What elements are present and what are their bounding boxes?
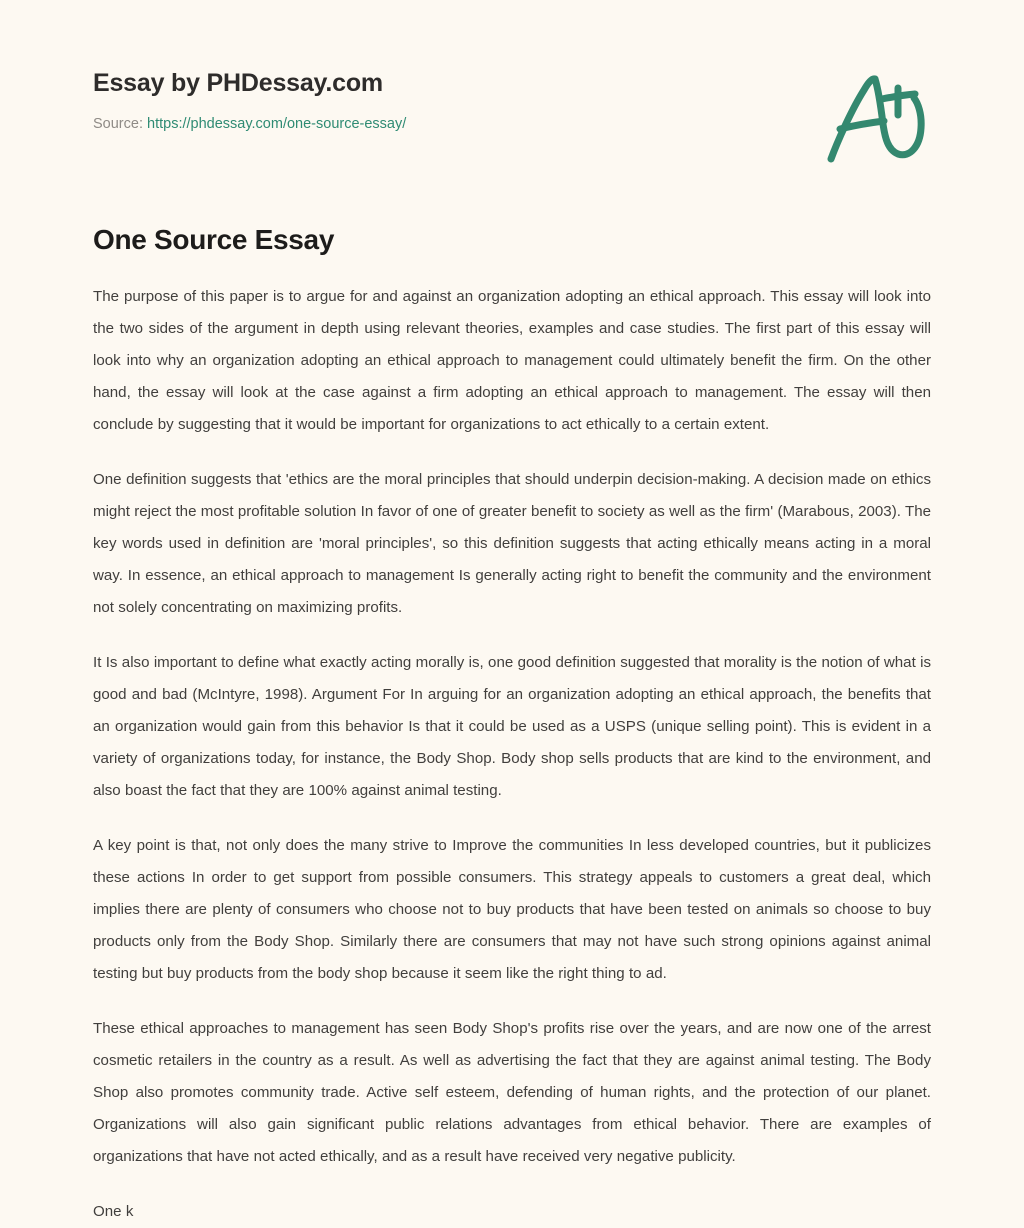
body-paragraph: These ethical approaches to management has seen Body Shop's profits rise over the years, and are now one of the arrest cosmetic retailers in the country as a result. As well as advertising the fact that they are against animal testing. The Body Shop also promotes community trade. Active self esteem, defending of human rights, and the protection of our planet. Organizations will also gain significant public relations advantages from ethical behavior. There are examples of organizations that have not acted ethically, and as a result have received very negative publicity. [93, 1020, 931, 1165]
body-paragraph: The purpose of this paper is to argue for and against an organization adopting an ethical approach. This essay will look into the two sides of the argument in depth using relevant theories, examples and case studies. The first part of this essay will look into why an organization adopting an ethical approach to management could ultimately benefit the firm. On the other hand, the essay will look at the case against a firm adopting an ethical approach to management. The essay will then conclude by suggesting that it would be important for organizations to act ethically to a certain extent. [93, 288, 931, 433]
document-body [93, 281, 931, 1228]
source-line [93, 115, 933, 134]
a-plus-logo [818, 66, 933, 166]
brand-title: Essay by PHDessay.com [93, 69, 383, 97]
document-header [93, 68, 933, 134]
body-paragraph: One definition suggests that 'ethics are the moral principles that should underpin decision-making. A decision made on ethics might reject the most profitable solution In favor of one of greater benefit to society as well as the firm' (Marabous, 2003). The key words used in definition are 'moral principles', so this definition suggests that acting ethically means acting in a moral way. In essence, an ethical approach to management Is generally acting right to benefit the community and the environment not solely concentrating on maximizing profits. [93, 471, 931, 616]
body-paragraph: A key point is that, not only does the many strive to Improve the communities In less developed countries, but it publicizes these actions In order to get support from possible consumers. This strategy appeals to customers a great deal, which implies there are plenty of consumers who choose not to buy products that have been tested on animals so choose to buy products only from the Body Shop. Similarly there are consumers that may not have such strong opinions against animal testing but buy products from the body shop because it seem like the right thing to ad. [93, 837, 931, 982]
source-url-link[interactable]: https://phdessay.com/one-source-essay/ [147, 116, 407, 132]
source-label: Source: [93, 116, 143, 132]
a-plus-logo-icon [818, 66, 933, 166]
page-title: One Source Essay [93, 224, 335, 255]
body-paragraph: It Is also important to define what exactly acting morally is, one good definition suggested that morality is the notion of what is good and bad (McIntyre, 1998). Argument For In arguing for an organization adopting an ethical approach, the benefits that an organization would gain from this behavior Is that it could be used as a USPS (unique selling point). This is evident in a variety of organizations today, for instance, the Body Shop. Body shop sells products that are kind to the environment, and also boast the fact that they are 100% against animal testing. [93, 654, 931, 799]
body-paragraph-truncated: One k [93, 1203, 134, 1220]
